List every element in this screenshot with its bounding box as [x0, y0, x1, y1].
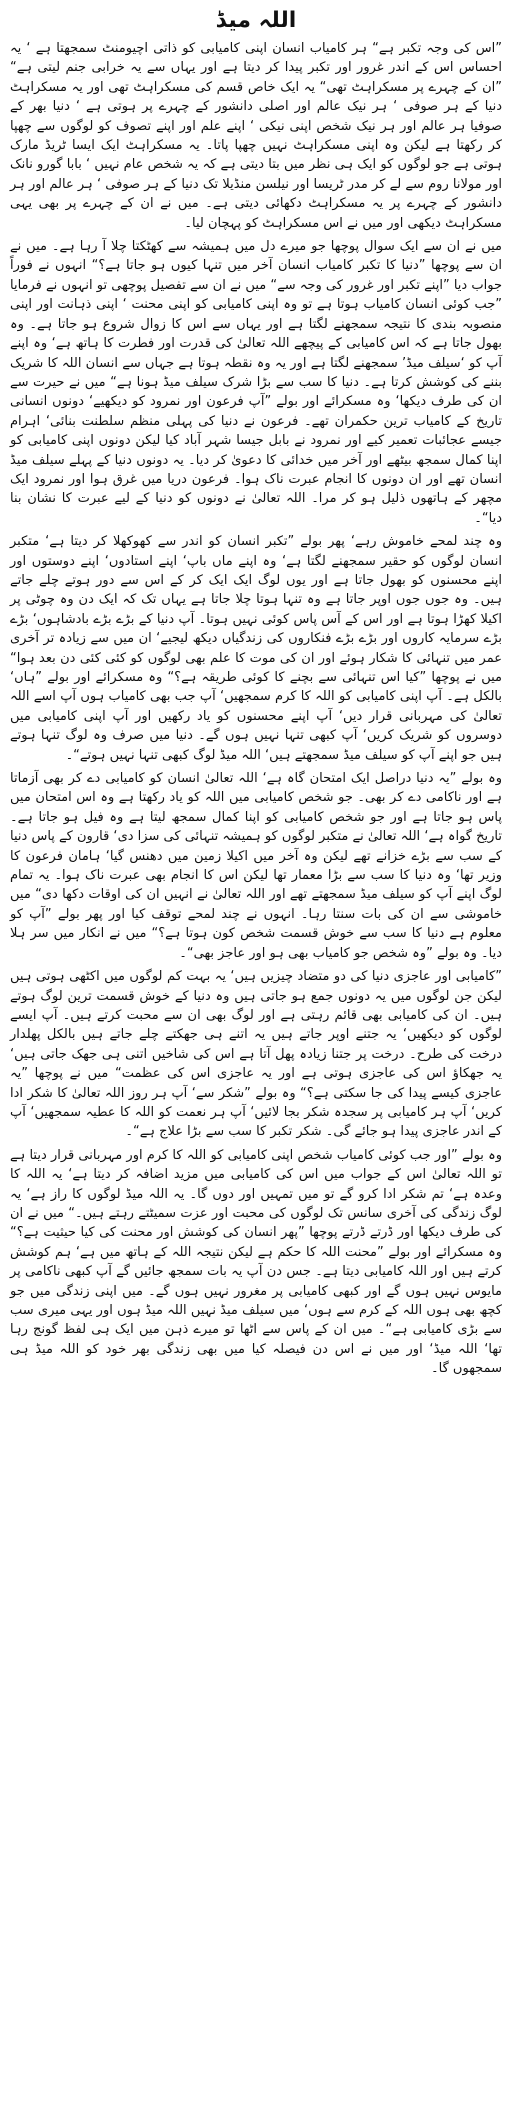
article-paragraph: میں نے ان سے ایک سوال پوچھا جو میرے دل میں ہمیشہ سے کھٹکتا چلا آ رہا ہے۔ میں نے ان سے پوچھا ”دنیا کا تکبر کامیاب انسان آخر میں تنہا کیوں ہو جاتا ہے؟“ انہوں نے فوراً جواب دیا ”اپنے تکبر اور غرور کی وجہ سے“ میں نے ان سے تفصیل پوچھی تو انہوں نے فرمایا ”جب کوئی انسان کامیاب ہوتا ہے تو وہ اپنی کامیابی کو اپنی محنت ‘ اپنی ذہانت اور اپنی منصوبہ بندی کا نتیجہ سمجھنے لگتا ہے اور یہاں سے اس کا زوال شروع ہو جاتا ہے۔ وہ بھول جاتا ہے کہ اس کامیابی کے پیچھے اللہ تعالیٰ کی قدرت اور فطرت کا ہاتھ ہے‘ وہ اپنے آپ کو ‘سیلف میڈ’ سمجھنے لگتا ہے اور یہ وہ نقطہ ہوتا ہے جہاں سے انسان اللہ کا شریک بننے کی کوشش کرتا ہے۔ دنیا کا سب سے بڑا شرک سیلف میڈ ہونا ہے“ میں نے حیرت سے ان کی طرف دیکھا‘ وہ مسکرائے اور بولے ”آپ فرعون اور نمرود کو دیکھیے‘ دونوں انسانی تاریخ کے کامیاب ترین حکمران تھے۔ فرعون نے دنیا کی پہلی منظم سلطنت بنائی‘ اہرام جیسے عجائبات تعمیر کیے اور نمرود نے بابل جیسا شہر آباد کیا لیکن دونوں اپنی کامیابی کو اپنا کمال سمجھ بیٹھے اور آخر میں خدائی کا دعویٰ کر دیا۔ یہ دونوں دنیا کے پہلے سیلف میڈ انسان تھے اور ان دونوں کا انجام عبرت ناک ہوا۔ فرعون دریا میں غرق ہوا اور نمرود ایک مچھر کے ہاتھوں ذلیل ہو کر مرا۔ اللہ تعالیٰ نے دونوں کو دنیا کے لیے عبرت کا نشان بنا دیا“۔	[10, 239, 502, 526]
article-title: اللہ میڈ	[215, 8, 297, 33]
article-paragraph: وہ چند لمحے خاموش رہے‘ پھر بولے ”تکبر انسان کو اندر سے کھوکھلا کر دیتا ہے‘ متکبر انسان لوگوں کو حقیر سمجھنے لگتا ہے‘ وہ اپنے ماں باپ‘ اپنے استادوں‘ اپنے دوستوں اور اپنے محسنوں کو بھول جاتا ہے اور یوں لوگ ایک ایک کر کے اس سے دور ہوتے چلے جاتے ہیں۔ وہ جوں جوں اوپر جاتا ہے وہ تنہا ہوتا چلا جاتا ہے یہاں تک کہ ایک دن وہ چوٹی پر اکیلا کھڑا ہوتا ہے اور اس کے آس پاس کوئی نہیں ہوتا۔ آپ دنیا کے بڑے بڑے بادشاہوں‘ بڑے بڑے سرمایہ کاروں اور بڑے بڑے فنکاروں کی زندگیاں دیکھ لیجیے‘ ان میں سے زیادہ تر آخری عمر میں تنہائی کا شکار ہوئے اور ان کی موت کا علم بھی لوگوں کو کئی کئی دن بعد ہوا“ میں نے پوچھا ”کیا اس تنہائی سے بچنے کا کوئی طریقہ ہے؟“ وہ مسکرائے اور بولے ”ہاں‘ بالکل ہے۔ آپ اپنی کامیابی کو اللہ کا کرم سمجھیں‘ آپ جب بھی کامیاب ہوں آپ اسے اللہ تعالیٰ کی مہربانی قرار دیں‘ آپ اپنے محسنوں کو یاد رکھیں اور آپ اپنی کامیابی میں دوسروں کو شریک کریں‘ آپ کبھی تنہا نہیں ہوں گے۔ دنیا میں صرف وہ لوگ تنہا ہوتے ہیں جو اپنے آپ کو سیلف میڈ سمجھتے ہیں‘ اللہ میڈ لوگ کبھی تنہا نہیں ہوتے“۔	[10, 534, 502, 763]
article-body	[10, 39, 502, 1383]
article-paragraph: وہ بولے ”اور جب کوئی کامیاب شخص اپنی کامیابی کو اللہ کا کرم اور مہربانی قرار دیتا ہے تو اللہ تعالیٰ اس کے جواب میں اس کی کامیابی میں مزید اضافہ کر دیتا ہے‘ یہ اللہ کا وعدہ ہے‘ تم شکر ادا کرو گے تو میں تمہیں اور دوں گا۔ یہ اللہ میڈ لوگوں کا راز ہے‘ یہ لوگ زندگی کی آخری سانس تک لوگوں کی محبت اور عزت سمیٹتے رہتے ہیں۔“ میں نے ان کی طرف دیکھا اور ڈرتے ڈرتے پوچھا ”پھر انسان کی کوشش اور محنت کی کیا حیثیت ہے؟“ وہ مسکرائے اور بولے ”محنت اللہ کا حکم ہے لیکن نتیجہ اللہ کے ہاتھ میں ہے‘ ہم کوشش کرتے ہیں اور اللہ کامیابی دیتا ہے۔ جس دن آپ یہ بات سمجھ جائیں گے آپ کبھی ناکامی پر مایوس نہیں ہوں گے اور کبھی کامیابی پر مغرور نہیں ہوں گے۔ میں اپنی زندگی میں جو کچھ بھی ہوں اللہ کے کرم سے ہوں‘ میں سیلف میڈ نہیں اللہ میڈ ہوں اور یہی میری سب سے بڑی کامیابی ہے“۔ میں ان کے پاس سے اٹھا تو میرے ذہن میں ایک ہی لفظ گونج رہا تھا‘ اللہ میڈ‘ اور میں نے اس دن فیصلہ کیا میں بھی زندگی بھر خود کو اللہ میڈ ہی سمجھوں گا۔	[10, 1147, 502, 1377]
article-paragraph: وہ بولے ”یہ دنیا دراصل ایک امتحان گاہ ہے‘ اللہ تعالیٰ انسان کو کامیابی دے کر بھی آزماتا ہے اور ناکامی دے کر بھی۔ جو شخص کامیابی میں اللہ کو یاد رکھتا ہے وہ اس امتحان میں پاس ہو جاتا ہے اور جو شخص کامیابی کو اپنا کمال سمجھ لیتا ہے وہ فیل ہو جاتا ہے۔ تاریخ گواہ ہے‘ اللہ تعالیٰ نے متکبر لوگوں کو ہمیشہ تنہائی کی سزا دی‘ قارون کے پاس دنیا کے سب سے بڑے خزانے تھے لیکن وہ آخر میں اکیلا زمین میں دھنس گیا‘ ہامان فرعون کا وزیر تھا‘ وہ دنیا کا سب سے بڑا معمار تھا لیکن اس کا انجام بھی عبرت ناک ہوا۔ یہ تمام لوگ اپنے آپ کو سیلف میڈ سمجھتے تھے اور اللہ تعالیٰ نے انہیں ان کی اوقات دکھا دی“ میں خاموشی سے ان کی بات سنتا رہا۔ انہوں نے چند لمحے توقف کیا اور پھر بولے ”آپ کو معلوم ہے دنیا کا سب سے خوش قسمت شخص کون ہوتا ہے؟“ میں نے انکار میں سر ہلا دیا۔ وہ بولے ”وہ شخص جو کامیاب بھی ہو اور عاجز بھی“۔	[10, 771, 502, 961]
article-paragraph: ”کامیابی اور عاجزی دنیا کی دو متضاد چیزیں ہیں‘ یہ بہت کم لوگوں میں اکٹھی ہوتی ہیں لیکن جن لوگوں میں یہ دونوں جمع ہو جاتی ہیں وہ دنیا کے خوش قسمت ترین لوگ ہوتے ہیں۔ ان کی کامیابی بھی قائم رہتی ہے اور لوگ بھی ان سے محبت کرتے ہیں۔ آپ ایسے لوگوں کو دیکھیں‘ یہ جتنے اوپر جاتے ہیں یہ اتنے ہی جھکتے چلے جاتے ہیں بالکل پھلدار درخت کی طرح۔ درخت پر جتنا زیادہ پھل آتا ہے اس کی شاخیں اتنی ہی جھک جاتی ہیں‘ یہ جھکاؤ اس کی عاجزی ہوتی ہے اور یہ عاجزی اس کی عظمت“ میں نے پوچھا ”یہ عاجزی کیسے پیدا کی جا سکتی ہے؟“ وہ بولے ”شکر سے‘ آپ ہر روز اللہ تعالیٰ کا شکر ادا کریں‘ آپ ہر کامیابی پر سجدہ شکر بجا لائیں‘ آپ ہر نعمت کو اللہ کا عطیہ سمجھیں‘ آپ کے اندر عاجزی پیدا ہو جائے گی۔ شکر تکبر کا سب سے بڑا علاج ہے“۔	[10, 969, 502, 1140]
article-paragraph: ”اس کی وجہ تکبر ہے“ ہر کامیاب انسان اپنی کامیابی کو ذاتی اچیومنٹ سمجھتا ہے ‘ یہ احساس اس کے اندر غرور اور تکبر پیدا کر دیتا ہے اور یہاں سے یہ خرابی جنم لیتی ہے“ ”ان کے چہرے پر مسکراہٹ تھی“ یہ ایک خاص قسم کی مسکراہٹ تھی اور یہ مسکراہٹ دنیا کے ہر صوفی ‘ ہر نیک عالم اور اصلی دانشور کے چہرے پر ہوتی ہے ‘ دنیا بھر کے صوفیا ہر عالم اور ہر نیک شخص اپنی نیکی ‘ اپنے علم اور اپنے تصوف کو لوگوں سے چھپا کر رکھتا ہے لیکن وہ اپنی مسکراہٹ نہیں چھپا پاتا۔ یہ مسکراہٹ ایک ایسا ٹریڈ مارک ہوتی ہے جو لوگوں کو ایک ہی نظر میں بتا دیتی ہے کہ یہ شخص عام نہیں ‘ بابا گورو نانک اور مولانا روم سے لے کر مدر ٹریسا اور نیلسن منڈیلا تک دنیا کے ہر صوفی ‘ ہر عالم اور ہر دانشور کے چہرے پر یہ مسکراہٹ دکھائی دیتی ہے۔ میں نے ان کے چہرے پر بھی یہی مسکراہٹ دیکھی اور میں نے اس مسکراہٹ کو پہچان لیا۔	[10, 41, 502, 231]
